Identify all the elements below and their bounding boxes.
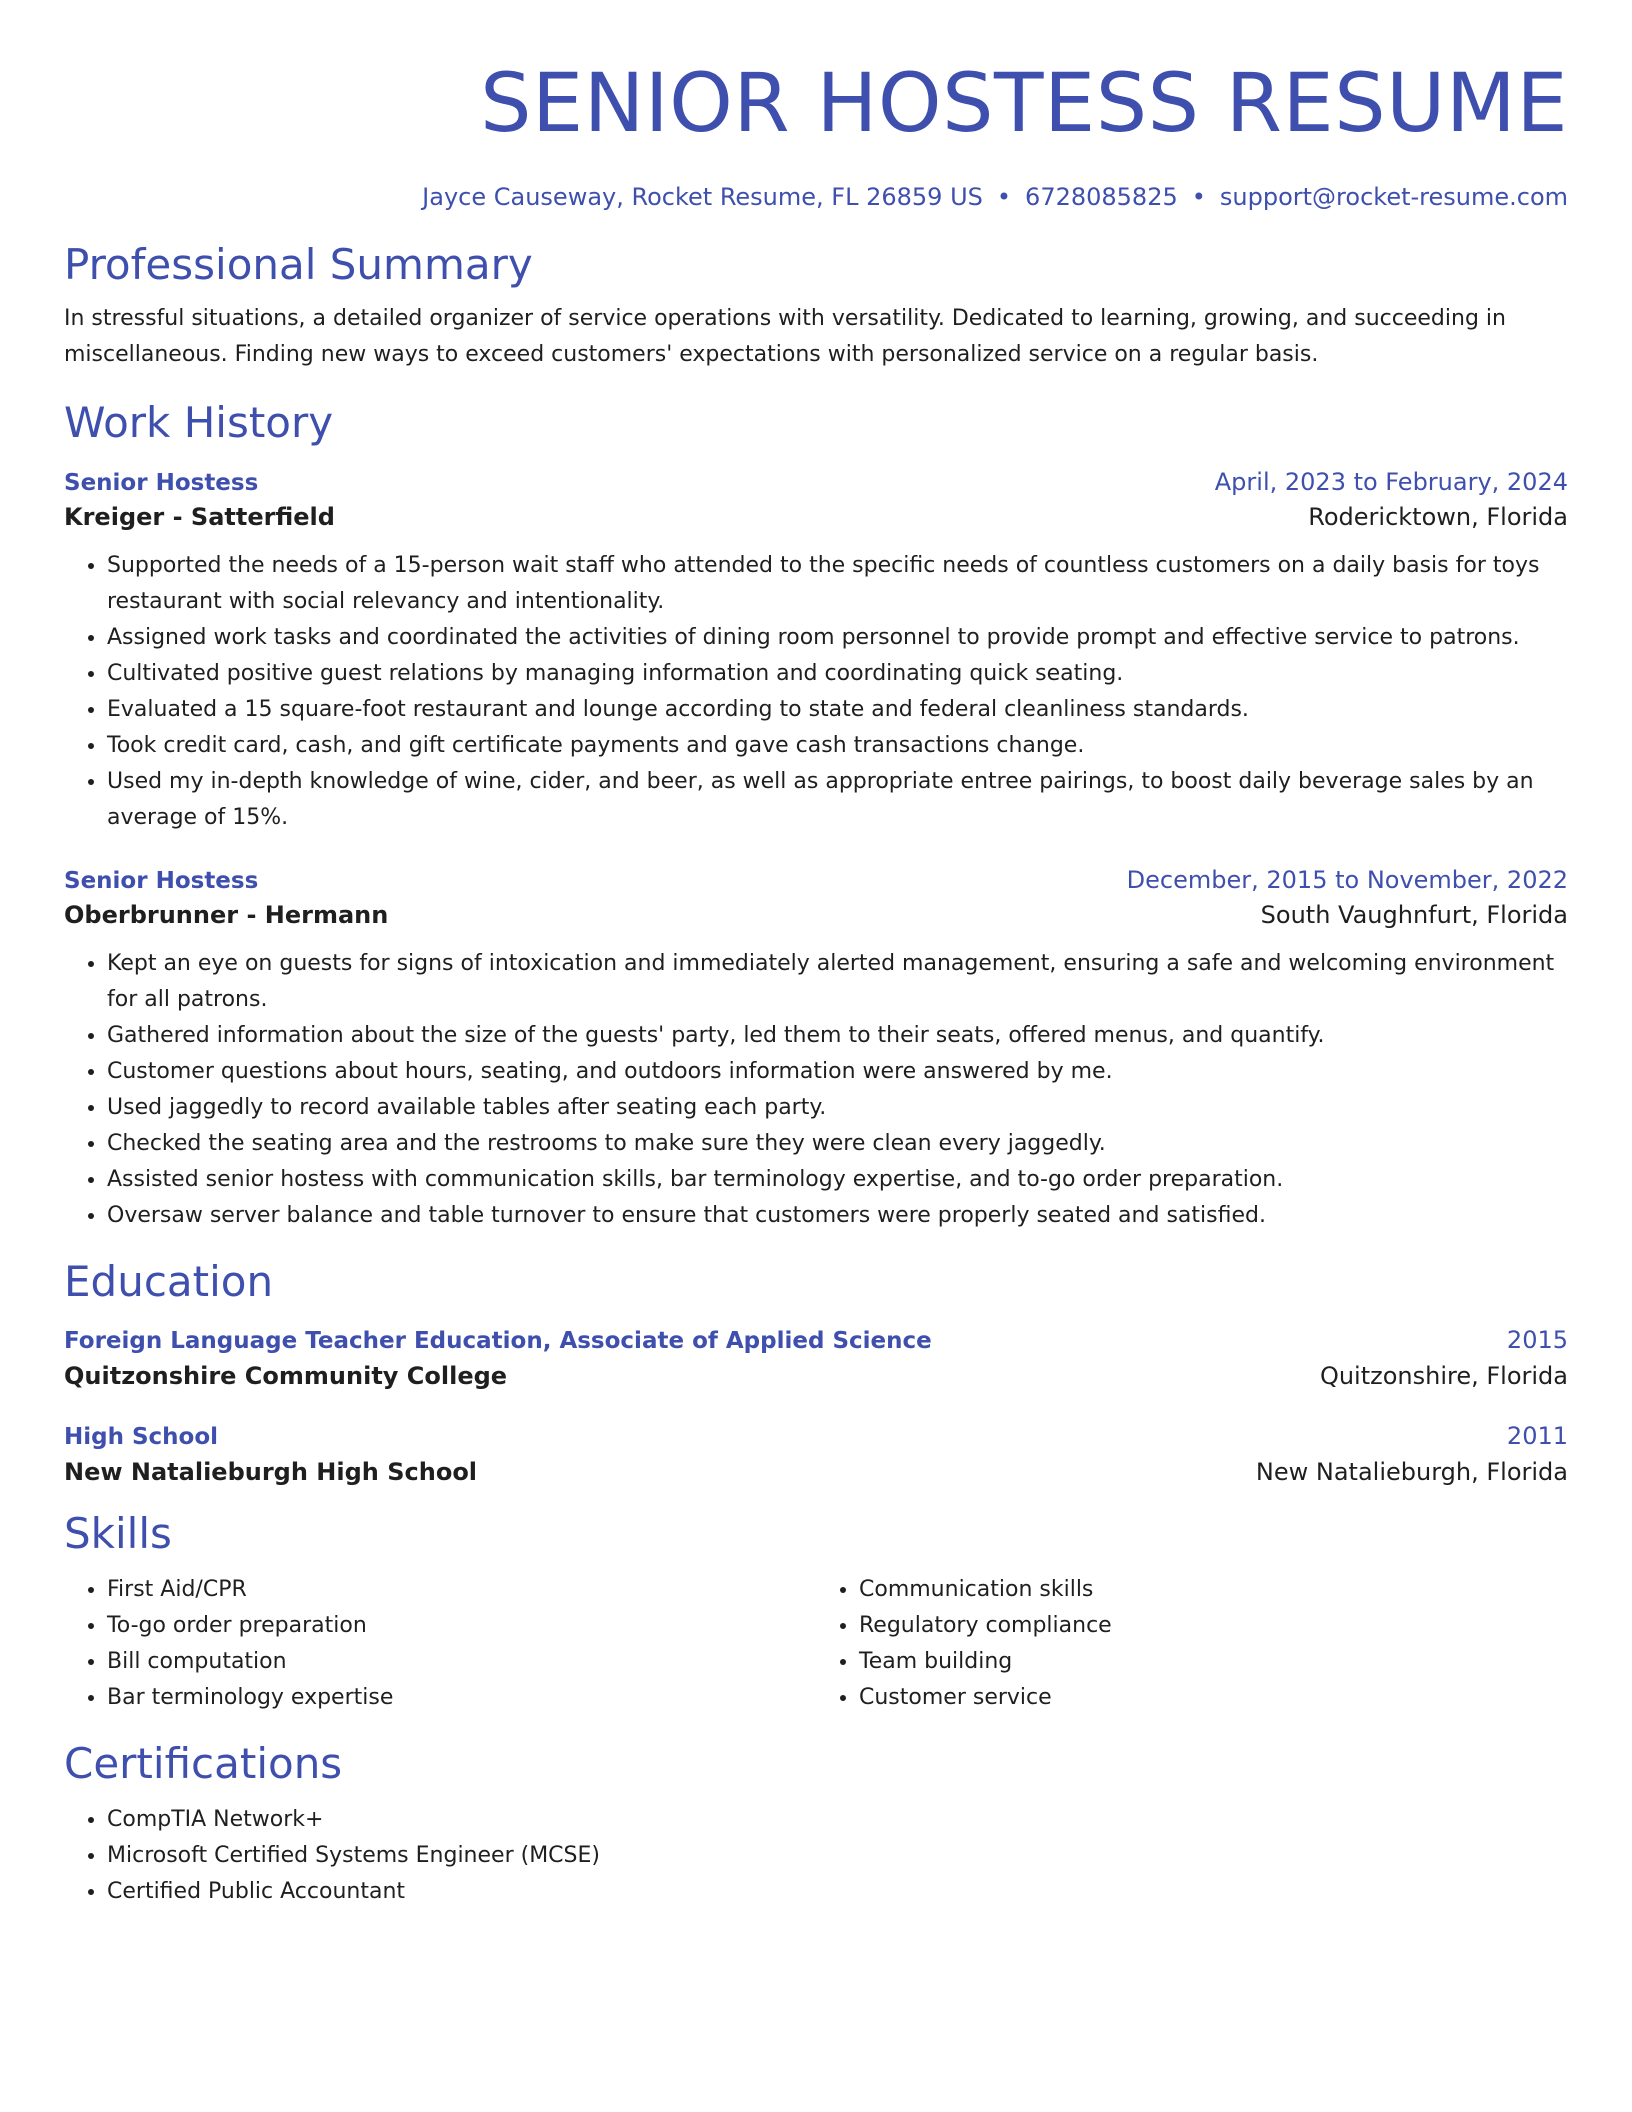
resume-title: SENIOR HOSTESS RESUME — [480, 57, 1568, 151]
education-heading: Education — [64, 1256, 274, 1306]
education-entry — [64, 1326, 1568, 1390]
skill-item: • Regulatory compliance — [859, 1608, 1568, 1644]
certifications-list — [64, 1802, 1568, 1910]
education-entry — [64, 1422, 1568, 1486]
education-school: Quitzonshire Community College — [64, 1361, 508, 1390]
job-bullet: • Assisted senior hostess with communication skills, bar terminology expertise, and to-go order preparation. — [107, 1162, 1568, 1198]
skills-list-right — [816, 1572, 1568, 1716]
job-bullets — [64, 946, 1568, 1234]
contact-line — [64, 183, 1568, 211]
certifications-heading: Certifications — [64, 1739, 343, 1789]
contact-separator: • — [996, 183, 1012, 211]
work-heading: Work History — [64, 398, 334, 448]
certification-item: • Certified Public Accountant — [107, 1874, 1568, 1910]
job-bullet: • Checked the seating area and the restrooms to make sure they were clean every jaggedly. — [107, 1126, 1568, 1162]
job-employer: Kreiger - Satterfield — [64, 502, 335, 531]
education-section — [64, 1258, 1568, 1486]
contact-separator: • — [1191, 183, 1206, 211]
job-entry — [64, 866, 1568, 1234]
certification-item: • CompTIA Network+ — [107, 1802, 1568, 1838]
job-dates: December, 2015 to November, 2022 — [1126, 865, 1568, 894]
job-bullet: • Supported the needs of a 15-person wait staff who attended to the specific needs of countless customers on a daily basis for toys restaurant with social relevancy and intentionality. — [107, 548, 1568, 620]
job-title: Senior Hostess — [64, 469, 259, 496]
skill-item: • To-go order preparation — [107, 1608, 816, 1644]
contact-phone: 6728085825 — [1025, 183, 1178, 211]
summary-heading: Professional Summary — [64, 240, 533, 289]
skills-list-left — [64, 1572, 816, 1716]
job-bullet: • Gathered information about the size of the guests' party, led them to their seats, offered menus, and quantify. — [107, 1018, 1568, 1054]
job-bullet: • Assigned work tasks and coordinated the activities of dining room personnel to provide prompt and effective service to patrons. — [107, 620, 1568, 656]
summary-text: In stressful situations, a detailed organizer of service operations with versatility. Dedicated to learning, growing, and succeeding in miscellaneous. Finding new ways to exceed customers' expectations with personalized service on a regular basis. — [64, 306, 1506, 368]
job-bullet: • Used jaggedly to record available tables after seating each party. — [107, 1090, 1568, 1126]
skill-item: • First Aid/CPR — [107, 1572, 816, 1608]
education-location: New Natalieburgh, Florida — [1255, 1457, 1568, 1486]
job-bullet: • Oversaw server balance and table turnover to ensure that customers were properly seated and satisfied. — [107, 1198, 1568, 1234]
job-bullet: • Took credit card, cash, and gift certificate payments and gave cash transactions change. — [107, 728, 1568, 764]
job-bullet: • Used my in-depth knowledge of wine, cider, and beer, as well as appropriate entree pairings, to boost daily beverage sales by an average of 15%. — [107, 764, 1568, 836]
job-location: South Vaughnfurt, Florida — [1260, 900, 1568, 929]
contact-address: Jayce Causeway, Rocket Resume, FL 26859 US — [422, 183, 983, 211]
education-school: New Natalieburgh High School — [64, 1457, 478, 1486]
skills-heading: Skills — [64, 1508, 172, 1558]
job-title: Senior Hostess — [64, 867, 259, 894]
job-bullet: • Evaluated a 15 square-foot restaurant and lounge according to state and federal cleanliness standards. — [107, 692, 1568, 728]
certification-item: • Microsoft Certified Systems Engineer (MCSE) — [107, 1838, 1568, 1874]
education-year: 2015 — [1506, 1325, 1568, 1354]
skill-item: • Team building — [859, 1644, 1568, 1680]
skill-item: • Communication skills — [859, 1572, 1568, 1608]
work-section — [64, 399, 1568, 1233]
skill-item: • Customer service — [859, 1680, 1568, 1716]
education-year: 2011 — [1506, 1421, 1568, 1450]
skill-item: • Bar terminology expertise — [107, 1680, 816, 1716]
education-degree: Foreign Language Teacher Education, Associate of Applied Science — [64, 1327, 932, 1354]
certifications-section — [64, 1740, 1568, 1910]
education-location: Quitzonshire, Florida — [1319, 1361, 1568, 1390]
job-bullet: • Cultivated positive guest relations by managing information and coordinating quick seating. — [107, 656, 1568, 692]
contact-email: support@rocket-resume.com — [1219, 183, 1568, 211]
job-location: Rodericktown, Florida — [1308, 502, 1568, 531]
job-dates: April, 2023 to February, 2024 — [1214, 467, 1568, 496]
summary-section — [64, 241, 1568, 373]
job-entry — [64, 468, 1568, 836]
skills-columns — [64, 1572, 1568, 1716]
job-employer: Oberbrunner - Hermann — [64, 900, 389, 929]
skills-section — [64, 1510, 1568, 1716]
skill-item: • Bill computation — [107, 1644, 816, 1680]
job-bullets — [64, 548, 1568, 836]
education-degree: High School — [64, 1423, 219, 1450]
job-bullet: • Kept an eye on guests for signs of intoxication and immediately alerted management, ensuring a safe and welcoming environment for all patrons. — [107, 946, 1568, 1018]
job-bullet: • Customer questions about hours, seating, and outdoors information were answered by me. — [107, 1054, 1568, 1090]
